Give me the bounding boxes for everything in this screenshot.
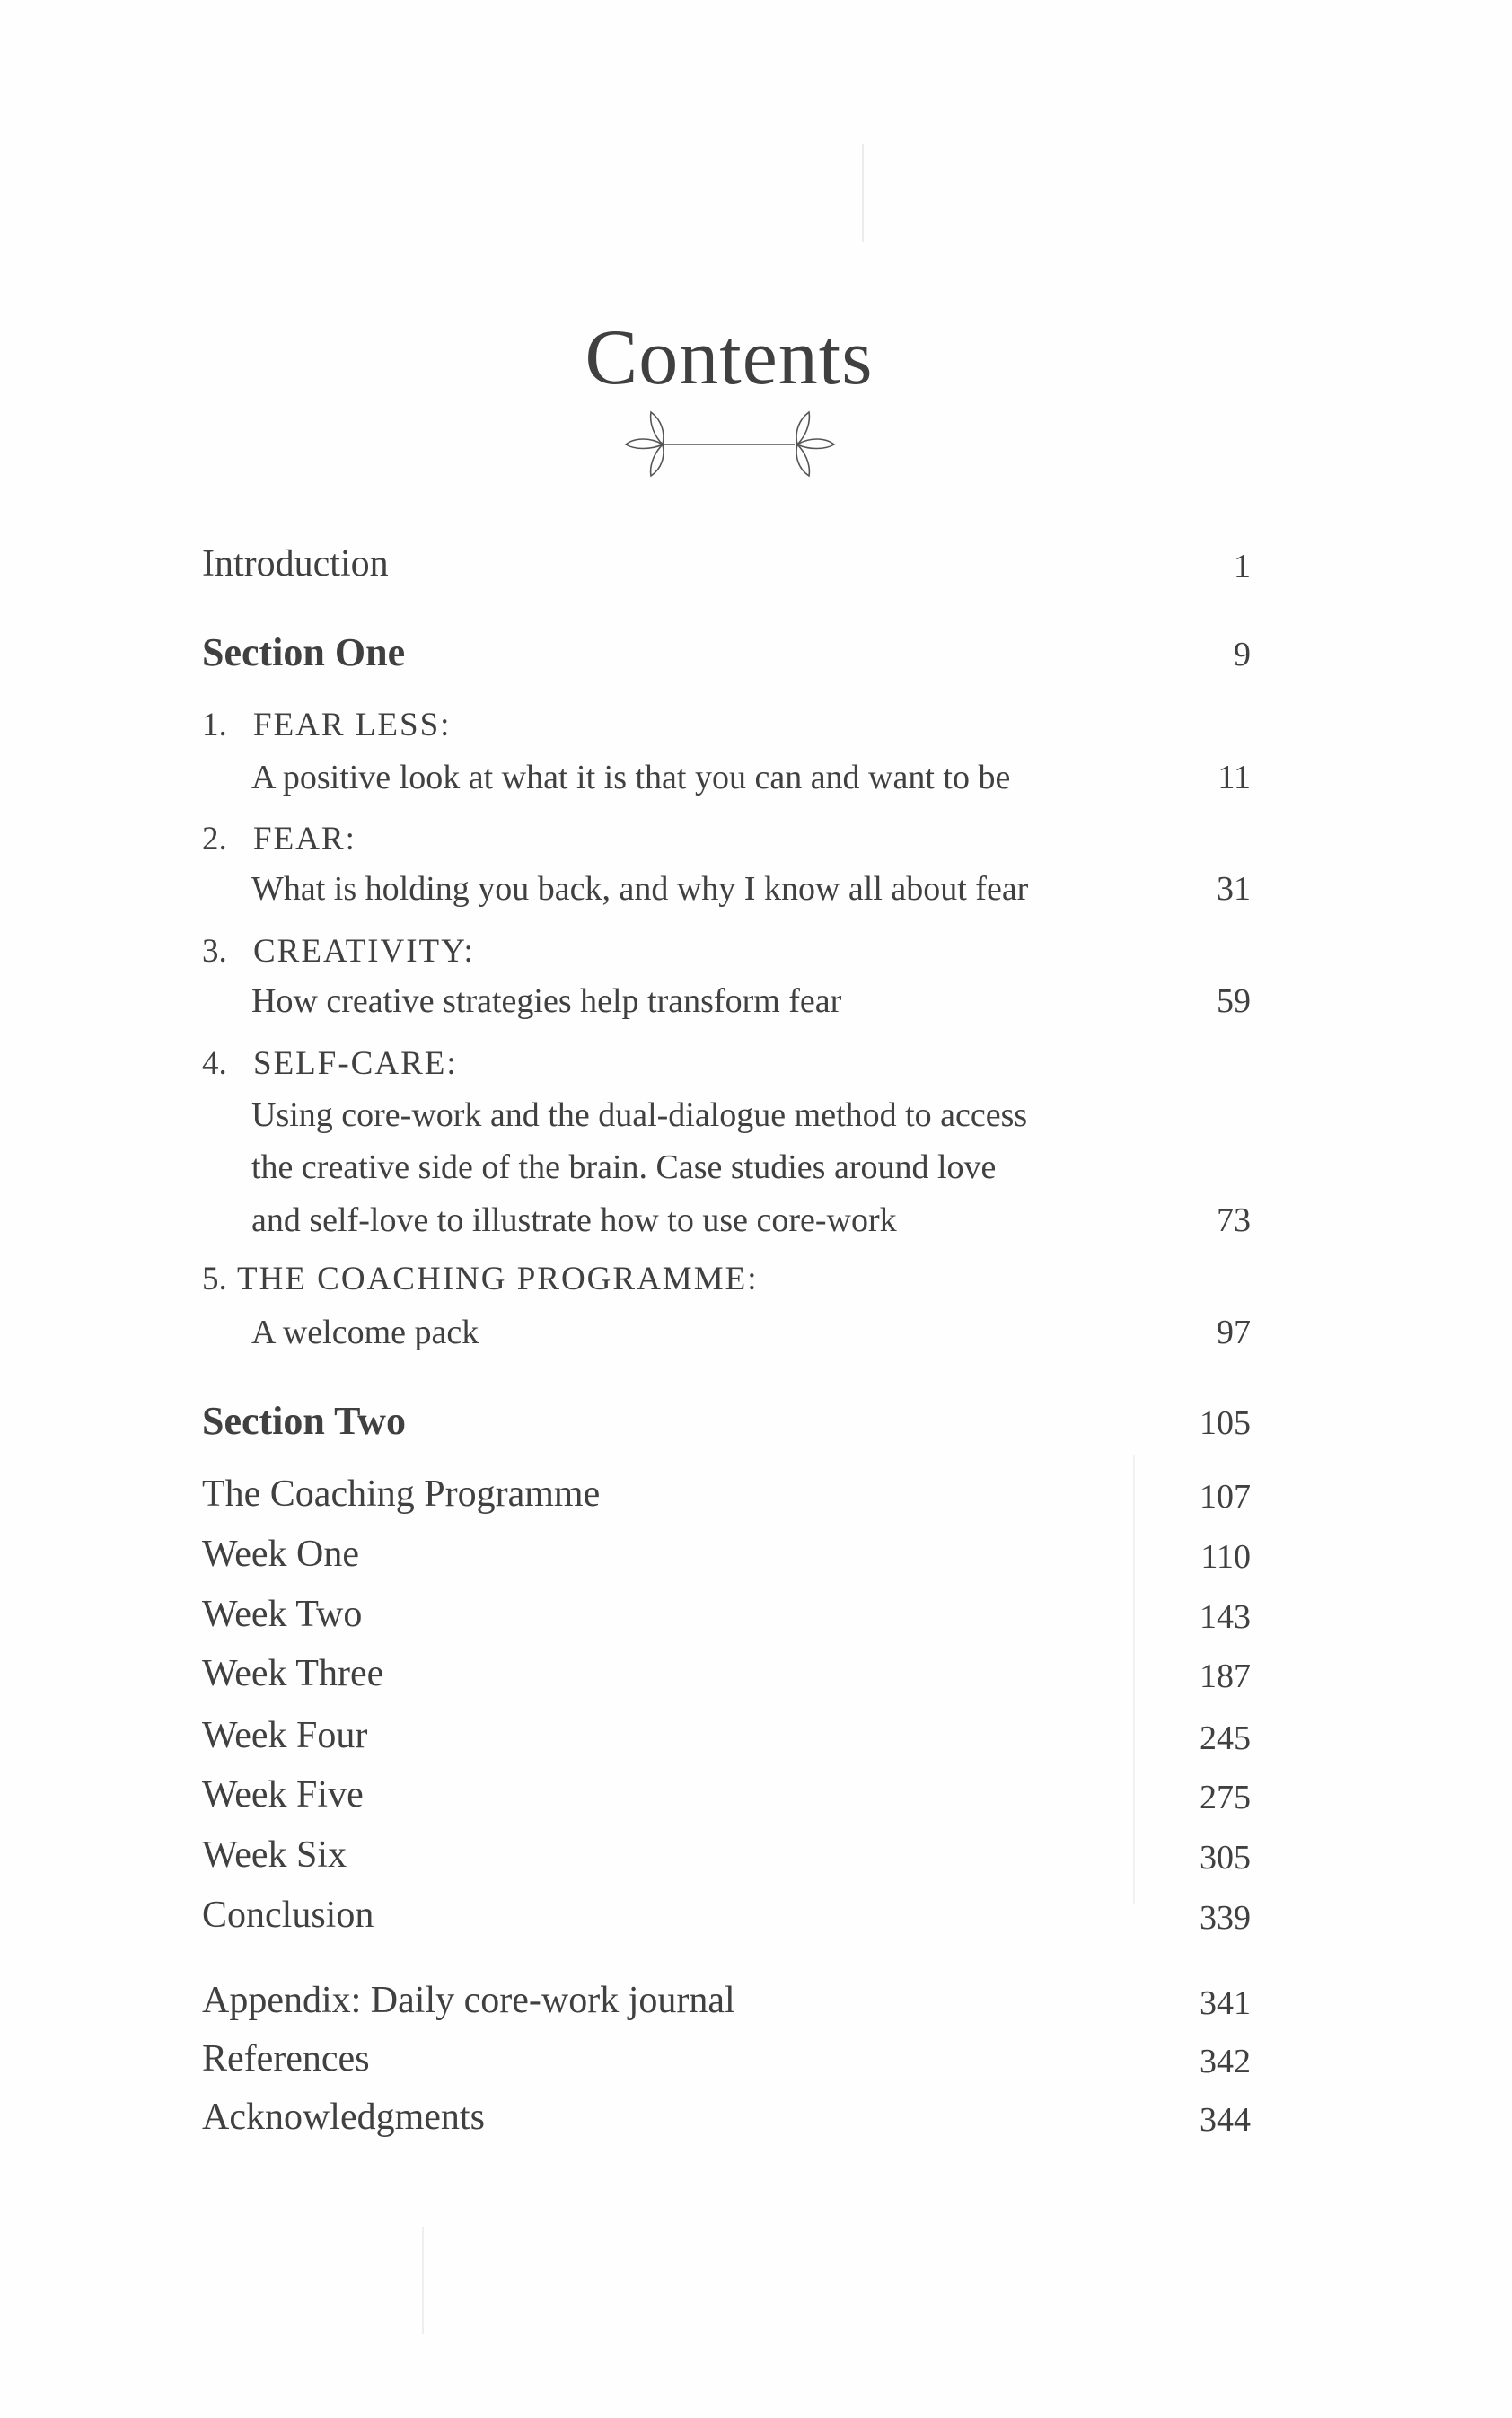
chapter-subtitle: the creative side of the brain. Case studies around love	[251, 1148, 997, 1186]
chapter-title: CREATIVITY:	[253, 933, 475, 970]
page-number: 305	[1200, 1839, 1251, 1877]
toc-chapter-5[interactable]	[202, 1262, 1251, 1296]
toc-entry-week-three[interactable]	[202, 1655, 1251, 1693]
page-number: 339	[1200, 1899, 1251, 1937]
chapter-subtitle: and self-love to illustrate how to use core-work	[251, 1201, 897, 1239]
chapter-number: 4.	[202, 1045, 227, 1082]
toc-chapter-3[interactable]	[202, 935, 1251, 968]
chapter-number: 2.	[202, 821, 227, 857]
entry-label: Week Five	[202, 1774, 364, 1816]
chapter-subtitle: What is holding you back, and why I know all about fear	[251, 870, 1029, 908]
chapter-number: 1.	[202, 707, 227, 743]
leaf-vine-divider-icon	[624, 409, 836, 479]
page-number: 9	[1234, 636, 1251, 673]
entry-label: Week Three	[202, 1653, 384, 1694]
section-heading: Section Two	[202, 1399, 406, 1443]
page-number: 97	[1217, 1314, 1251, 1351]
page-number: 275	[1200, 1779, 1251, 1816]
toc-entry-week-four[interactable]	[202, 1715, 1251, 1757]
toc-entry-week-six[interactable]	[202, 1834, 1251, 1877]
chapter-number: 3.	[202, 933, 227, 970]
page-number: 344	[1200, 2101, 1251, 2139]
page-number: 342	[1200, 2043, 1251, 2080]
toc-chapter-3-subtitle[interactable]	[251, 984, 1251, 1018]
page-number: 110	[1200, 1538, 1251, 1576]
entry-label: Acknowledgments	[202, 2097, 485, 2138]
entry-label: Week Two	[202, 1594, 363, 1635]
toc-chapter-1-subtitle[interactable]	[251, 761, 1251, 795]
chapter-subtitle: Using core-work and the dual-dialogue method to access	[251, 1096, 1028, 1134]
toc-section-two[interactable]	[202, 1399, 1251, 1443]
page-number: 31	[1217, 870, 1251, 908]
toc-chapter-4-subtitle-line-3[interactable]	[251, 1203, 1251, 1237]
chapter-subtitle: A welcome pack	[251, 1314, 479, 1351]
toc-entry-acknowledgments[interactable]	[202, 2097, 1251, 2139]
chapter-title: SELF-CARE:	[253, 1045, 458, 1082]
entry-label: Week Four	[202, 1715, 368, 1756]
page-number: 187	[1200, 1657, 1251, 1695]
toc-entry-week-five[interactable]	[202, 1776, 1251, 1814]
entry-label: Week Six	[202, 1834, 347, 1876]
entry-label: References	[202, 2038, 370, 2079]
page-number: 143	[1200, 1598, 1251, 1636]
toc-chapter-2[interactable]	[202, 822, 1251, 856]
toc-entry-references[interactable]	[202, 2040, 1251, 2078]
toc-chapter-4[interactable]	[202, 1047, 1251, 1080]
toc-entry-week-one[interactable]	[202, 1534, 1251, 1576]
chapter-title: FEAR:	[253, 821, 356, 857]
page-number: 73	[1217, 1201, 1251, 1239]
chapter-title: THE COACHING PROGRAMME:	[237, 1261, 759, 1297]
page-number: 105	[1200, 1404, 1251, 1442]
toc-section-one[interactable]	[202, 630, 1251, 674]
toc-chapter-2-subtitle[interactable]	[251, 872, 1251, 906]
entry-label: Appendix: Daily core-work journal	[202, 1980, 735, 2021]
chapter-title: FEAR LESS:	[253, 707, 452, 743]
toc-chapter-5-subtitle[interactable]	[251, 1315, 1251, 1350]
page-number: 11	[1218, 759, 1251, 796]
entry-label: Conclusion	[202, 1895, 374, 1936]
toc-entry-week-two[interactable]	[202, 1594, 1251, 1636]
entry-label: Week One	[202, 1534, 360, 1575]
page-number: 245	[1200, 1719, 1251, 1757]
page-number: 59	[1217, 982, 1251, 1020]
page-number: 341	[1200, 1984, 1251, 2022]
chapter-subtitle: A positive look at what it is that you can and want to be	[251, 759, 1011, 796]
toc-chapter-4-subtitle-line-2[interactable]	[251, 1150, 1251, 1184]
entry-label: The Coaching Programme	[202, 1473, 601, 1515]
page-number: 1	[1234, 548, 1251, 585]
toc-entry-appendix[interactable]	[202, 1980, 1251, 2022]
scan-artifact	[862, 144, 864, 242]
chapter-number: 5.	[202, 1261, 227, 1297]
entry-label: Introduction	[202, 543, 389, 585]
toc-chapter-1[interactable]	[202, 708, 1251, 742]
page-number: 107	[1200, 1478, 1251, 1516]
section-heading: Section One	[202, 630, 406, 674]
toc-entry-the-coaching-programme[interactable]	[202, 1473, 1251, 1516]
toc-entry-conclusion[interactable]	[202, 1895, 1251, 1937]
toc-chapter-4-subtitle-line-1[interactable]	[251, 1098, 1251, 1132]
chapter-subtitle: How creative strategies help transform fear	[251, 982, 842, 1020]
scan-artifact	[422, 2227, 424, 2334]
page-title: Contents	[585, 313, 874, 401]
toc-entry-introduction[interactable]	[202, 545, 1251, 583]
